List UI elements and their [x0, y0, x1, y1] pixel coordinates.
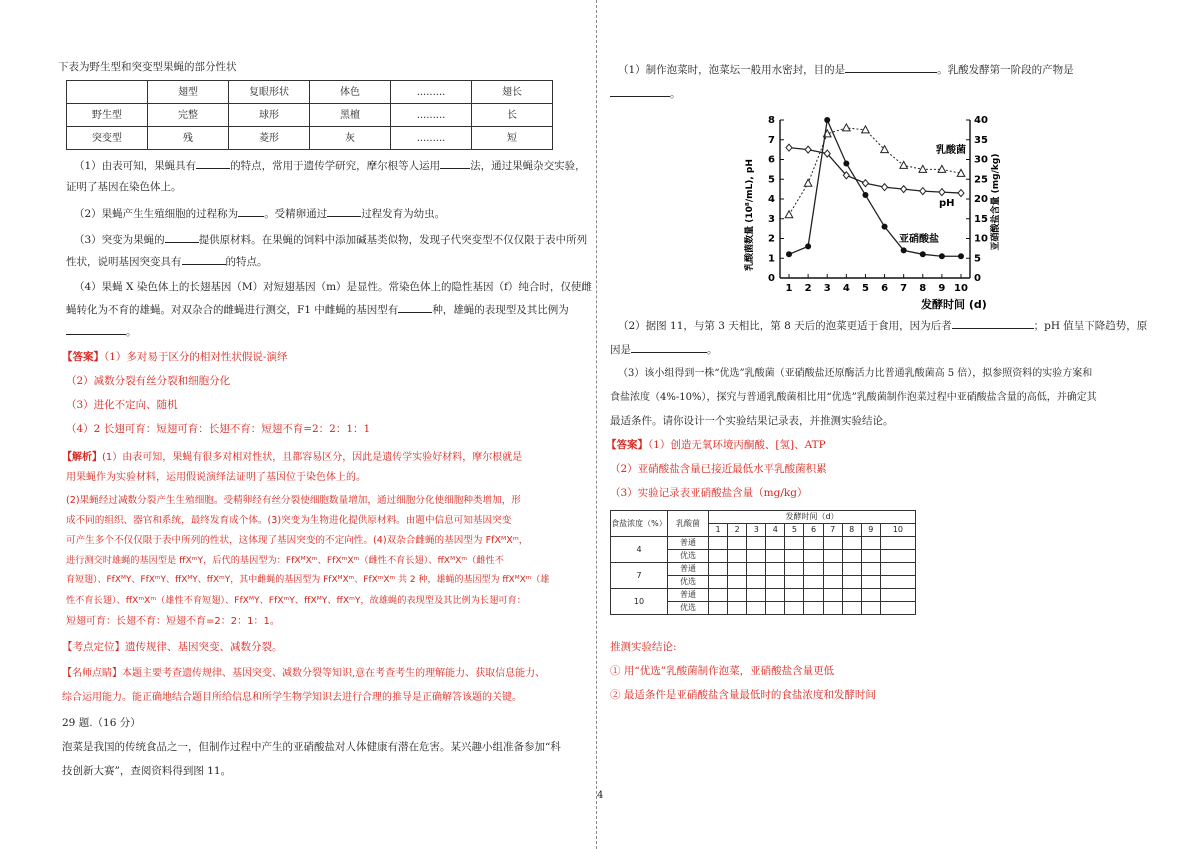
r-answer [606, 438, 826, 454]
x-tick-label: 10 [954, 283, 968, 294]
y-tick-label-left: 5 [768, 174, 775, 186]
column-divider [596, 0, 597, 849]
data-point-nitrite [862, 192, 868, 198]
data-point-ph [786, 144, 792, 151]
data-cell[interactable] [842, 602, 861, 615]
q3-part: 的特点。 [225, 256, 268, 268]
data-cell[interactable] [709, 537, 728, 550]
q4-part: 种，雄蝇的表现型及其比例为 [432, 304, 569, 316]
data-cell[interactable] [766, 576, 785, 589]
trait-table [66, 80, 553, 150]
analysis-line: 可产生多个不仅仅限于表中所列的性状，这体现了基因突变的不定向性。(4)双杂合雌蝇的基因型为 FfXᴹXᵐ， [66, 535, 529, 546]
data-cell[interactable] [842, 537, 861, 550]
y-tick-label-left: 0 [768, 273, 775, 284]
answer-blank[interactable] [398, 302, 432, 313]
data-point-nitrite [786, 251, 792, 257]
data-cell[interactable] [842, 563, 861, 576]
data-cell[interactable] [842, 589, 861, 602]
data-point-nitrite [939, 253, 945, 259]
intro-text: 下表为野生型和突变型果蝇的部分性状 [58, 61, 237, 73]
question-2 [74, 206, 445, 223]
y-tick-label-left: 4 [768, 194, 775, 205]
r-question-3: 食盐浓度（4%-10%），探究与普通乳酸菌相比用“优选”乳酸菌制作泡菜过程中亚硝酸盐含量的高低，并确定其 [610, 392, 1097, 403]
table-cell: 体色 [310, 81, 391, 104]
data-point-lactic [785, 211, 793, 218]
data-cell[interactable] [880, 563, 915, 576]
y-tick-label-left: 1 [768, 253, 775, 265]
data-cell[interactable] [728, 589, 747, 602]
answer-blank[interactable] [327, 206, 361, 217]
table-cell: 长 [472, 104, 553, 127]
data-point-ph [958, 190, 964, 197]
table-cell: 球形 [229, 104, 310, 127]
data-cell[interactable] [747, 576, 766, 589]
table-cell: 残 [148, 127, 229, 150]
data-point-nitrite [901, 247, 907, 253]
y-tick-label-left: 7 [768, 134, 775, 146]
y-tick-label-right: 15 [974, 213, 988, 225]
table-cell: ......... [391, 127, 472, 150]
data-cell[interactable] [747, 537, 766, 550]
data-point-nitrite [843, 160, 849, 166]
analysis-line: 短翅可育：长翅不育：短翅不育=2：2：1：1。 [66, 616, 280, 627]
table-cell: 短 [472, 127, 553, 150]
answer-line: （1）创造无氧环境丙酮酸、[氢]、ATP [648, 439, 826, 451]
data-cell[interactable] [823, 550, 842, 563]
question-4-cont2 [66, 324, 137, 341]
data-cell[interactable] [861, 563, 880, 576]
chart-axes [768, 115, 988, 294]
answer-line: （1）多对易于区分的相对性状假说-演绎 [104, 351, 288, 363]
data-point-ph [920, 188, 926, 195]
answer-label: 【答案】 [62, 351, 104, 363]
q3-part: （3）突变为果蝇的 [74, 234, 165, 246]
x-tick-label: 5 [861, 283, 869, 294]
r-question-3: 最适条件。请你设计一个实验结果记录表，并推测实验结论。 [610, 415, 894, 427]
answer-blank[interactable] [66, 324, 126, 335]
data-cell[interactable] [747, 563, 766, 576]
salt-cell: 4 [611, 537, 668, 563]
table-cell: ......... [391, 104, 472, 127]
x-tick-label: 9 [938, 283, 946, 294]
data-cell[interactable] [747, 550, 766, 563]
salt-cell: 7 [611, 563, 668, 589]
q2-part: 过程发育为幼虫。 [361, 208, 446, 220]
data-point-ph [882, 184, 888, 191]
data-point-ph [862, 180, 868, 187]
data-cell[interactable] [747, 602, 766, 615]
r-question-1-cont [610, 86, 681, 103]
data-point-nitrite [882, 224, 888, 230]
series-label-nitrite: 亚硝酸盐 [899, 234, 939, 245]
data-cell[interactable] [728, 537, 747, 550]
conclusion-line: ② 最适条件是亚硝酸盐含量最低时的食盐浓度和发酵时间 [610, 689, 876, 701]
answer-block [62, 350, 287, 366]
day-header-cell: 9 [861, 524, 880, 537]
conclusion-title: 推测实验结论: [610, 641, 677, 653]
q3-part: 性状，说明基因突变具有 [66, 256, 182, 268]
data-point-ph [939, 189, 945, 196]
data-cell[interactable] [861, 576, 880, 589]
analysis-line: 成不同的组织、器官和系统，最终发育成个体。(3)突变为生物进化提供原材料。由题中信息可知基因突变 [66, 515, 512, 526]
data-cell[interactable] [842, 550, 861, 563]
table-cell: 翅型 [148, 81, 229, 104]
answer-blank[interactable] [952, 318, 1034, 329]
y-tick-label-left: 6 [768, 154, 775, 166]
answer-line: （4）2 长翅可育：短翅可育：长翅不育：短翅不育=2：2：1：1 [66, 423, 371, 435]
answer-blank[interactable] [238, 206, 264, 217]
data-cell[interactable] [747, 589, 766, 602]
table-row [67, 127, 553, 150]
question-4: （4）果蝇 X 染色体上的长翅基因（M）对短翅基因（m）是显性。常染色体上的隐性基因（f）纯合时，仅使雌 [74, 281, 592, 293]
analysis-line: 性不育长翅）、ffXᵐXᵐ（雄性不育短翅）、FfXᴹY、FfXᵐY、ffXᴹY、ffXᵐY，故雄蝇的表现型及其比例为长翅可育： [66, 595, 526, 606]
answer-blank[interactable] [196, 158, 230, 169]
question-3-cont [66, 254, 268, 271]
day-header-cell: 5 [785, 524, 804, 537]
data-point-lactic [919, 165, 927, 172]
data-cell[interactable] [766, 602, 785, 615]
q4-part: 蝇转化为不育的雄蝇。对双杂合的雌蝇进行测交，F1 中雌蝇的基因型有 [66, 304, 399, 316]
data-cell[interactable] [766, 563, 785, 576]
x-tick-label: 1 [785, 283, 793, 294]
data-point-lactic [804, 179, 812, 186]
rq2-part: （2）据图 11，与第 3 天相比，第 8 天后的泡菜更适于食用，因为后者 [618, 320, 952, 332]
data-cell[interactable] [766, 589, 785, 602]
r-question-3: （3）该小组得到一株“优选”乳酸菌（亚硝酸盐还原酶活力比普通乳酸菌高 5 倍），拟参照资料的实验方案和 [618, 368, 1093, 379]
data-cell[interactable] [728, 576, 747, 589]
analysis-line: 进行测交时雄蝇的基因型是 ffXᵐY，后代的基因型为：FfXᴹXᵐ、FfXᵐXᵐ（雌性不育长翅）、ffXᴹXᵐ（雌性不 [66, 555, 504, 566]
table-cell: 灰 [310, 127, 391, 150]
table-cell [67, 81, 148, 104]
answer-blank[interactable] [631, 342, 707, 353]
y-tick-label-right: 40 [974, 115, 988, 126]
table-cell: 完整 [148, 104, 229, 127]
data-cell[interactable] [880, 602, 915, 615]
answer-line: （3）实验记录表亚硝酸盐含量（mg/kg） [610, 487, 808, 499]
fermentation-chart [740, 110, 1020, 310]
analysis-line: (2)果蝇经过减数分裂产生生殖细胞。受精卵经有丝分裂使细胞数量增加，通过细胞分化使细胞种类增加，形 [66, 495, 521, 506]
r-question-2 [618, 318, 1147, 335]
data-cell[interactable] [785, 576, 804, 589]
answer-label: 【答案】 [606, 439, 648, 451]
col-time-header: 发酵时间（d） [709, 511, 916, 524]
data-point-lactic [843, 124, 851, 131]
data-cell[interactable] [823, 576, 842, 589]
bacteria-cell: 普通 [668, 563, 709, 576]
answer-blank[interactable] [440, 158, 470, 169]
rq2-part: 因是 [610, 344, 631, 356]
question-1-cont: 证明了基因在染色体上。 [66, 181, 182, 193]
q2-part: 。受精卵通过 [264, 208, 328, 220]
data-cell[interactable] [804, 589, 823, 602]
bacteria-cell: 普通 [668, 589, 709, 602]
data-point-lactic [900, 161, 908, 168]
question-1 [74, 158, 586, 175]
q1-part: 的特点，常用于遗传学研究，摩尔根等人运用 [230, 160, 441, 172]
data-point-nitrite [805, 243, 811, 249]
data-cell[interactable] [804, 537, 823, 550]
salt-cell: 10 [611, 589, 668, 615]
data-cell[interactable] [861, 550, 880, 563]
series-label-lactic: 乳酸菌 [936, 145, 966, 156]
analysis-line: 用果蝇作为实验材料，运用假说演绎法证明了基因位于染色体上的。 [66, 472, 366, 483]
answer-line: （2）亚硝酸盐含量已接近最低水平乳酸菌积累 [610, 463, 827, 475]
data-point-nitrite [920, 251, 926, 257]
y-tick-label-left: 8 [768, 115, 775, 126]
y-axis-label-right: 亚硝酸盐含量 (mg/kg) [991, 153, 1001, 251]
bacteria-cell: 优选 [668, 550, 709, 563]
data-cell[interactable] [880, 576, 915, 589]
day-header-cell: 2 [728, 524, 747, 537]
q1-part: 法，通过果蝇杂交实验， [470, 160, 586, 172]
answer-line: （2）减数分裂有丝分裂和细胞分化 [66, 375, 231, 387]
answer-blank[interactable] [610, 86, 670, 97]
data-cell[interactable] [709, 602, 728, 615]
data-cell[interactable] [785, 550, 804, 563]
answer-blank[interactable] [182, 254, 226, 265]
table-row [611, 563, 916, 576]
table-cell: 黑檀 [310, 104, 391, 127]
data-cell[interactable] [728, 563, 747, 576]
day-header-cell: 4 [766, 524, 785, 537]
table-cell: 菱形 [229, 127, 310, 150]
analysis-label: 【解析】 [62, 452, 102, 463]
table-cell: 突变型 [67, 127, 148, 150]
data-point-ph [901, 186, 907, 193]
record-table-wrap [610, 510, 916, 615]
data-cell[interactable] [785, 537, 804, 550]
data-cell[interactable] [880, 589, 915, 602]
bacteria-cell: 普通 [668, 537, 709, 550]
data-cell[interactable] [709, 589, 728, 602]
data-cell[interactable] [842, 576, 861, 589]
mingshi-line: 【名师点睛】本题主要考查遗传规律、基因突变、减数分裂等知识,意在考查考生的理解能力、获取信息能力、 [62, 668, 546, 679]
x-tick-label: 2 [804, 283, 812, 294]
y-tick-label-left: 3 [768, 213, 775, 225]
data-cell[interactable] [728, 602, 747, 615]
y-tick-label-right: 20 [974, 194, 988, 205]
analysis-line [62, 450, 522, 465]
record-table [610, 510, 916, 615]
question-4-cont [66, 302, 569, 319]
answer-blank[interactable] [165, 232, 199, 243]
data-cell[interactable] [766, 537, 785, 550]
col-salt-header: 食盐浓度（%） [611, 511, 668, 537]
data-cell[interactable] [709, 576, 728, 589]
y-tick-label-right: 0 [974, 273, 981, 284]
y-tick-label-left: 2 [768, 233, 775, 245]
bacteria-cell: 优选 [668, 576, 709, 589]
day-header-cell: 7 [823, 524, 842, 537]
mingshi-line: 综合运用能力。能正确地结合题目所给信息和所学生物学知识去进行合理的推导是正确解答该题的关键。 [62, 692, 522, 703]
data-point-ph [805, 146, 811, 153]
data-cell[interactable] [728, 550, 747, 563]
rq2-part: 。 [707, 344, 718, 356]
table-row [611, 589, 916, 602]
conclusion-line: ① 用“优选”乳酸菌制作泡菜，亚硝酸盐含量更低 [610, 665, 835, 677]
x-tick-label: 4 [842, 283, 850, 294]
data-point-nitrite [824, 117, 830, 123]
y-tick-label-right: 30 [974, 154, 988, 166]
rq1-part: （1）制作泡菜时，泡菜坛一般用水密封，目的是 [618, 64, 846, 76]
q3-part: 提供原材料。在果蝇的饲料中添加碱基类似物，发现子代突变型不仅仅限于表中所列 [198, 234, 588, 246]
r-question-1 [618, 62, 1074, 79]
q29-body: 泡菜是我国的传统食品之一，但制作过程中产生的亚硝酸盐对人体健康有潜在危害。某兴趣小组准备参加“科 [62, 741, 561, 753]
answer-line: （3）进化不定向、随机 [66, 399, 178, 411]
x-tick-label: 8 [919, 283, 927, 294]
data-cell[interactable] [709, 550, 728, 563]
x-axis-label: 发酵时间 (d) [921, 298, 987, 310]
table-cell: ......... [391, 81, 472, 104]
data-cell[interactable] [861, 589, 880, 602]
analysis-text: (1）由表可知，果蝇有很多对相对性状，且都容易区分，因此是遗传学实验好材料，摩尔根就是 [102, 452, 523, 463]
day-header-cell: 1 [709, 524, 728, 537]
x-tick-label: 6 [881, 283, 889, 294]
data-point-lactic [862, 126, 870, 133]
kaodian-line: 【考点定位】遗传规律、基因突变、减数分裂。 [62, 641, 283, 653]
data-cell[interactable] [823, 563, 842, 576]
data-cell[interactable] [823, 589, 842, 602]
answer-blank[interactable] [845, 62, 937, 73]
data-cell[interactable] [804, 576, 823, 589]
col-bact-header: 乳酸菌 [668, 511, 709, 537]
q29-body: 技创新大赛”，查阅资料得到图 11。 [62, 765, 232, 777]
data-point-nitrite [958, 253, 964, 259]
page-number: 4 [597, 790, 604, 801]
data-cell[interactable] [880, 550, 915, 563]
day-header-cell: 6 [804, 524, 823, 537]
question-3 [74, 232, 587, 249]
q4-part: 。 [126, 326, 137, 338]
data-cell[interactable] [804, 602, 823, 615]
y-axis-label-left: 乳酸菌数量 (10⁸/mL), pH [745, 159, 755, 271]
table-cell: 复眼形状 [229, 81, 310, 104]
q1-part: （1）由表可知，果蝇具有 [74, 160, 197, 172]
q2-part: （2）果蝇产生生殖细胞的过程称为 [74, 208, 239, 220]
day-header-cell: 10 [880, 524, 915, 537]
data-cell[interactable] [709, 563, 728, 576]
table-cell: 野生型 [67, 104, 148, 127]
bacteria-cell: 优选 [668, 602, 709, 615]
data-cell[interactable] [785, 589, 804, 602]
trait-table-header [67, 81, 553, 104]
data-cell[interactable] [785, 602, 804, 615]
data-cell[interactable] [804, 563, 823, 576]
rq1-part: 。乳酸发酵第一阶段的产物是 [937, 64, 1074, 76]
data-cell[interactable] [766, 550, 785, 563]
q29-title: 29 题.（16 分） [62, 717, 141, 729]
rq2-part: ；pH 值呈下降趋势，原 [1033, 320, 1148, 332]
analysis-line: 育短翅）、FfXᴹY、FfXᵐY、ffXᴹY、ffXᵐY，其中雌蝇的基因型为 FfXᴹXᵐ、FfXᵐXᵐ 共 2 种，雄蝇的基因型为 ffXᴹXᵐ（雄 [66, 575, 550, 585]
rq1-part: 。 [670, 88, 681, 100]
x-tick-label: 7 [900, 283, 908, 294]
data-cell[interactable] [785, 563, 804, 576]
r-question-2-cont [610, 342, 718, 359]
table-row [611, 537, 916, 550]
y-tick-label-right: 10 [974, 233, 988, 245]
y-tick-label-right: 35 [974, 134, 988, 146]
data-cell[interactable] [880, 537, 915, 550]
data-cell[interactable] [823, 537, 842, 550]
table-row [67, 104, 553, 127]
day-header-cell: 8 [842, 524, 861, 537]
data-cell[interactable] [861, 537, 880, 550]
y-tick-label-right: 5 [974, 253, 981, 265]
table-cell: 翅长 [472, 81, 553, 104]
data-cell[interactable] [823, 602, 842, 615]
y-tick-label-right: 25 [974, 174, 988, 186]
x-tick-label: 3 [823, 283, 831, 294]
day-header-cell: 3 [747, 524, 766, 537]
data-cell[interactable] [861, 602, 880, 615]
data-cell[interactable] [804, 550, 823, 563]
series-label-ph: pH [939, 198, 955, 209]
